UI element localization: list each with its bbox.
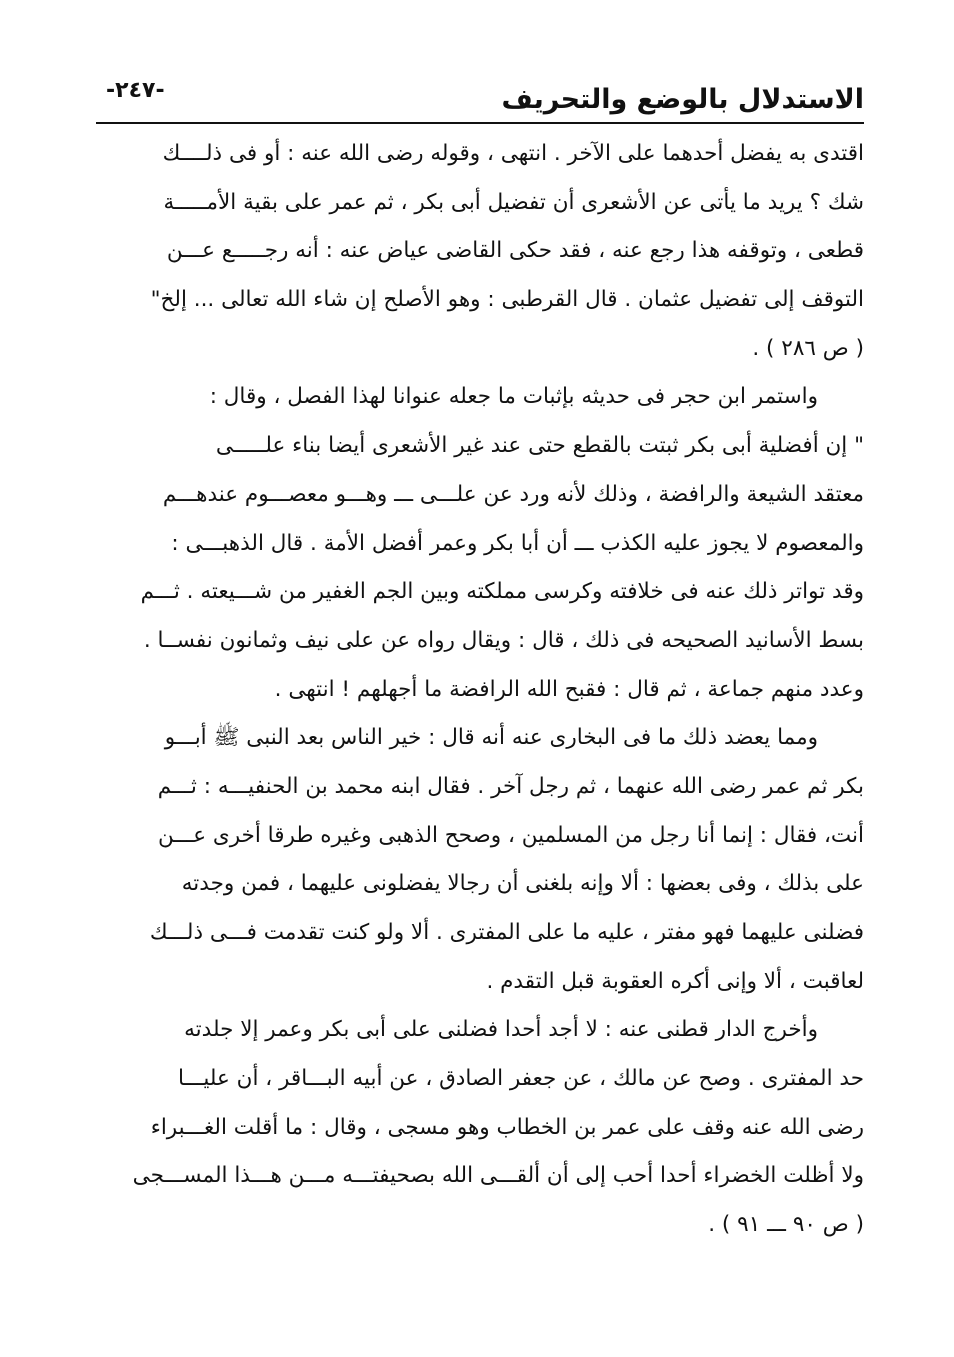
text-line: قطعى ، وتوقفه هذا رجع عنه ، فقد حكى القاضى عياض عنه : أنه رجـــــع عـــن (166, 238, 864, 264)
text-line: معتقد الشيعة والرافضة ، وذلك لأنه ورد عن علـــى ـــ وهـــو معصـــوم عندهـــم (162, 481, 864, 507)
text-line: حد المفترى . وصح عن مالك ، عن جعفر الصادق ، عن أبيه البـــاقر ، أن عليـــا (177, 1066, 864, 1092)
body-text (96, 130, 864, 1250)
text-line: رضى الله عنه وقف على عمر بن الخطاب وهو مسجى ، وقال : ما أقلت الغـــبراء (150, 1114, 864, 1140)
paragraph-start-line: وأخرج الدار قطنى عنه : لا أجد أحدا فضلنى على أبى بكر وعمر إلا جلدته (184, 1017, 818, 1043)
quote-start-line: " إن أفضلية أبى بكر ثبتت بالقطع حتى عند غير الأشعرى أيضا بناء علـــــى (215, 433, 864, 459)
text-line: بكر ثم عمر رضى الله عنهما ، ثم رجل آخر . فقال ابنه محمد بن الحنفيـــه : ثـــم (157, 773, 864, 799)
text-line: شك ؟ يريد ما يأتى عن الأشعرى أن تفضيل أبى بكر ، ثم عمر على بقية الأمـــــة (163, 189, 864, 215)
running-title: الاستدلال بالوضع والتحريف (501, 84, 864, 115)
citation-line: ( ص ٩٠ ـــ ٩١ ) . (708, 1212, 864, 1238)
paragraph-start-line: ومما يعضد ذلك ما فى البخارى عنه أنه قال : خير الناس بعد النبى ﷺ أبـــو (164, 725, 818, 751)
page-number: -٢٤٧- (106, 78, 165, 103)
header-rule (96, 122, 864, 124)
text-line: التوقف إلى تفضيل عثمان . قال القرطبى : وهو الأصلح إن شاء الله تعالى ... إلخ" (150, 287, 864, 313)
text-line: على بذلك ، وفى بعضها : ألا وإنه بلغنى أن رجالا يفضلونى عليهما ، فمن وجدته (181, 871, 864, 897)
text-line: ولا أظلت الخضراء أحدا أحب إلى أن ألقـــى الله بصحيفتـــه مـــن هـــذا المســـجى (132, 1163, 864, 1189)
text-line: وعدد منهم جماعة ، ثم قال : فقبح الله الرافضة ما أجهلهم ! انتهى . (274, 676, 864, 702)
text-line: فضلنى عليهما فهو مفتر ، عليه ما على المفترى . ألا ولو كنت تقدمت فـــى ذلـــك (149, 920, 864, 945)
text-line: أنت، فقال : إنما أنا رجل من المسلمين ، وصحح الذهبى وغيره طرقا أخرى عـــن (157, 822, 864, 848)
text-line: اقتدى به يفضل أحدهما على الآخر . انتهى ، وقوله رضى الله عنه : أو فى ذلــــك (162, 141, 864, 166)
text-line: بسط الأسانيد الصحيحه فى ذلك ، قال : ويقال رواه عن على نيف وثمانون نفســا . (143, 627, 864, 653)
text-line: لعاقبت ، ألا وإنى أكره العقوبة قبل التقدم . (486, 968, 864, 994)
text-line: وقد تواتر ذلك عنه فى خلافته وكرسى مملكته وبين الجم الغفير من شـــيعته . ثـــم (140, 579, 864, 605)
text-line: والمعصوم لا يجوز عليه الكذب ـــ أن أبا بكر وعمر أفضل الأمة . قال الذهبـــى : (171, 530, 864, 556)
page-header (96, 72, 864, 122)
paragraph-start-line: واستمر ابن حجر فى حديثه بإثبات ما جعله عنوانا لهذا الفصل ، وقال : (209, 384, 818, 410)
citation-line: ( ص ٢٨٦ ) . (752, 335, 864, 361)
